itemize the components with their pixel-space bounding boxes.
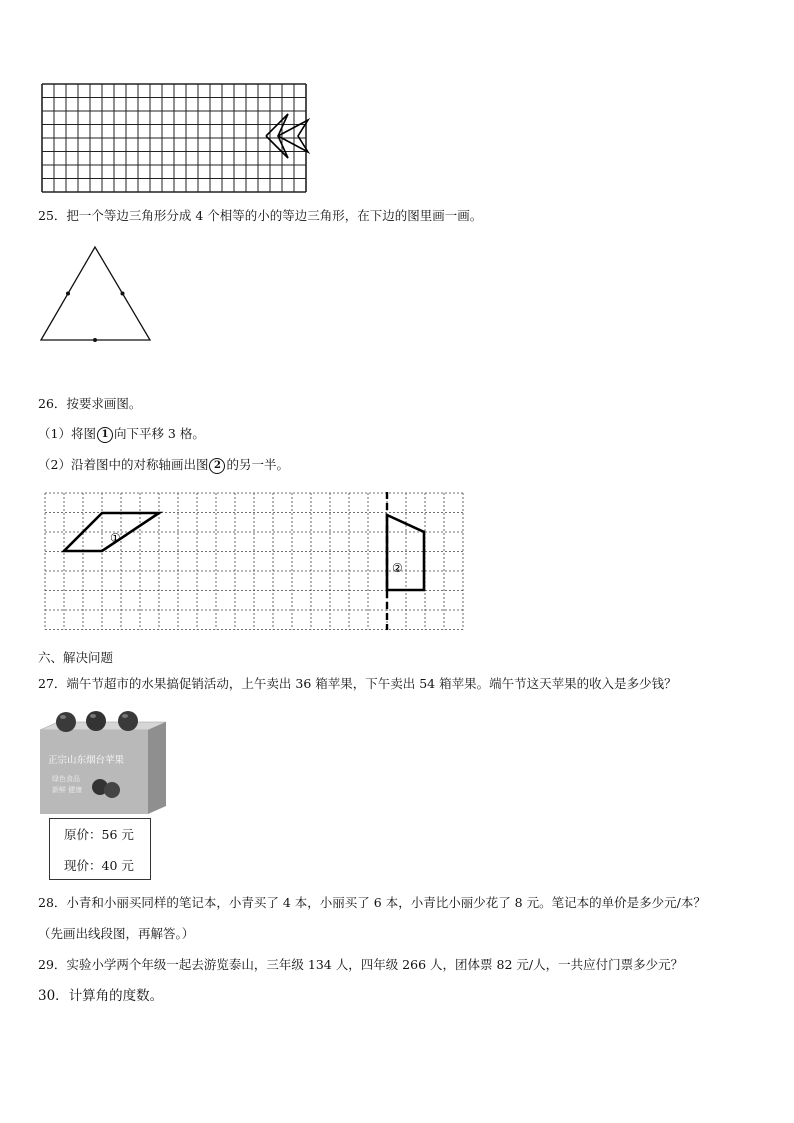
question-text: 计算角的度数。 (68, 988, 164, 1004)
question-25 (38, 208, 482, 224)
question-30: 30．计算角的度数。 (38, 988, 164, 1004)
current-price: 现价：40 元 (64, 858, 134, 873)
figure-1-mark: 1 (97, 427, 113, 443)
midpoint-bottom (93, 338, 97, 342)
question-28: 28．小青和小丽买同样的笔记本，小青买了 4 本，小丽买了 6 本，小青比小丽少花了 8 元。笔记本的单价是多少元/本？ (38, 895, 706, 910)
top-grid-figure (38, 82, 310, 194)
question-number: 25． (38, 208, 67, 223)
section-6-title: 六、解决问题 (38, 650, 114, 665)
half-figure-2 (387, 515, 424, 590)
figure-2-label: ② (392, 561, 403, 575)
equilateral-triangle-figure (38, 244, 154, 346)
question-29: 29．实验小学两个年级一起去游览泰山，三年级 134 人，四年级 266 人，团体票 82 元/人，一共应付门票多少元？ (38, 957, 684, 972)
midpoint-left (66, 292, 70, 296)
figure-2-mark: 2 (209, 458, 225, 474)
question-26-sub1: （1）将图 1 向下平移 3 格。 (38, 426, 205, 441)
midpoint-right (121, 292, 125, 296)
question-26-sub2: （2）沿着图中的对称轴画出图 2 的另一半。 (38, 457, 289, 472)
price-box (49, 818, 151, 880)
original-price: 原价：56 元 (64, 827, 134, 842)
figure-1-label: ① (110, 531, 121, 545)
translation-symmetry-grid (44, 492, 468, 634)
apple-box-illustration (38, 708, 172, 816)
question-27: 27．端午节超市的水果搞促销活动，上午卖出 36 箱苹果，下午卖出 54 箱苹果。端午节这天苹果的收入是多少钱？ (38, 676, 677, 691)
question-26: 26．按要求画图。 (38, 396, 142, 411)
triangle-outline (41, 247, 150, 340)
box-subtitle-1: 绿色食品 (52, 775, 80, 783)
question-text: 按要求画图。 (66, 396, 142, 411)
box-subtitle-2: 新鲜 健康 (52, 786, 83, 794)
box-title: 正宗山东烟台苹果 (48, 755, 125, 766)
question-text: 小青和小丽买同样的笔记本，小青买了 4 本，小丽买了 6 本，小青比小丽少花了 8 元。笔记本的单价是多少元/本？ (66, 895, 706, 910)
question-28-note: （先画出线段图，再解答。） (38, 926, 195, 941)
question-text: 端午节超市的水果搞促销活动，上午卖出 36 箱苹果，下午卖出 54 箱苹果。端午节这天苹果的收入是多少钱？ (66, 676, 677, 691)
question-text: 实验小学两个年级一起去游览泰山，三年级 134 人，四年级 266 人，团体票 82 元/人，一共应付门票多少元？ (66, 957, 684, 972)
question-text: 把一个等边三角形分成 4 个相等的小的等边三角形，在下边的图里画一画。 (66, 208, 483, 223)
